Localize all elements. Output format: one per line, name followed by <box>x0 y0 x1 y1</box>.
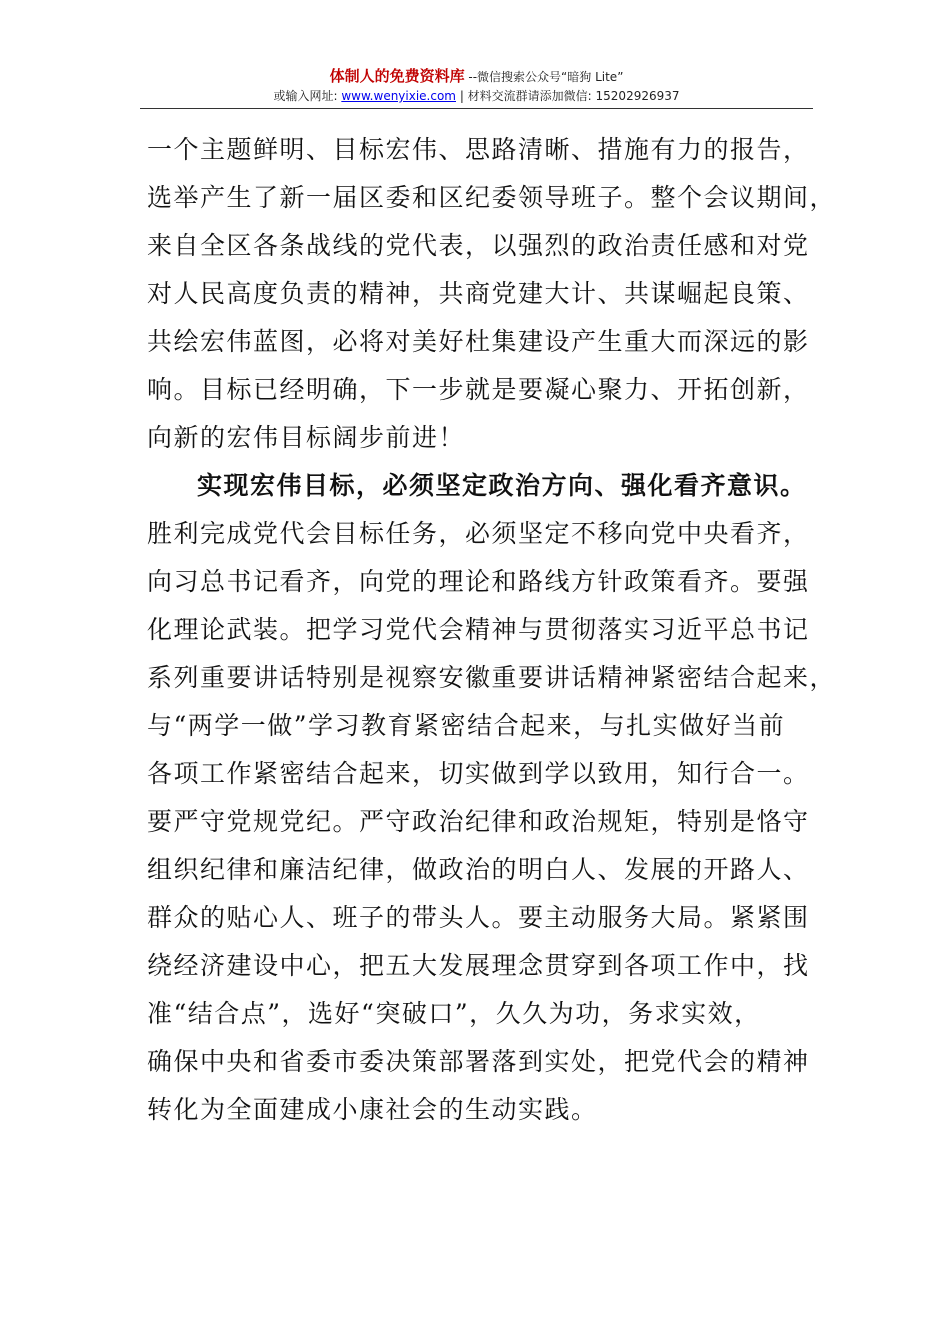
section-heading: 实现宏伟目标，必须坚定政治方向、强化看齐意识。 <box>197 471 807 500</box>
text-line: 胜利完成党代会目标任务，必须坚定不移向党中央看齐， <box>147 519 810 548</box>
text-line: 向新的宏伟目标阔步前进！ <box>147 423 466 452</box>
document-body <box>147 126 837 1134</box>
text-line: 对人民高度负责的精神，共商党建大计、共谋崛起良策、 <box>147 279 810 308</box>
text-line: 化理论武装。把学习党代会精神与贯彻落实习近平总书记 <box>147 615 810 644</box>
text-line: 向习总书记看齐，向党的理论和路线方针政策看齐。要强 <box>147 567 810 596</box>
text-line: 一个主题鲜明、目标宏伟、思路清晰、措施有力的报告， <box>147 135 810 164</box>
text-line: 共绘宏伟蓝图，必将对美好杜集建设产生重大而深远的影 <box>147 327 810 356</box>
header-divider <box>140 108 813 109</box>
text-line: 响。目标已经明确，下一步就是要凝心聚力、开拓创新， <box>147 375 810 404</box>
text-line: 群众的贴心人、班子的带头人。要主动服务大局。紧紧围 <box>147 903 810 932</box>
text-line: 各项工作紧密结合起来，切实做到学以致用，知行合一。 <box>147 759 810 788</box>
text-line: 来自全区各条战线的党代表，以强烈的政治责任感和对党 <box>147 231 810 260</box>
header-tagline: --微信搜索公众号“暗狗 Lite” <box>464 70 624 84</box>
header-url-prefix: 或输入网址: <box>273 89 342 103</box>
header-url-link[interactable]: www.wenyixie.com <box>341 89 456 103</box>
text-line: 与“两学一做”学习教育紧密结合起来，与扎实做好当前 <box>147 711 786 740</box>
header-line-2 <box>140 87 813 105</box>
text-line: 要严守党规党纪。严守政治纪律和政治规矩，特别是恪守 <box>147 807 810 836</box>
header-line-1 <box>140 66 813 87</box>
text-line: 绕经济建设中心，把五大发展理念贯穿到各项工作中，找 <box>147 951 810 980</box>
text-line: 选举产生了新一届区委和区纪委领导班子。整个会议期间， <box>147 183 837 212</box>
text-line: 转化为全面建成小康社会的生动实践。 <box>147 1095 598 1124</box>
header-contact: | 材料交流群请添加微信: 15202926937 <box>456 89 680 103</box>
page-header <box>140 66 813 105</box>
text-line: 组织纪律和廉洁纪律，做政治的明白人、发展的开路人、 <box>147 855 810 884</box>
text-line: 系列重要讲话特别是视察安徽重要讲话精神紧密结合起来， <box>147 663 837 692</box>
text-line: 确保中央和省委市委决策部署落到实处，把党代会的精神 <box>147 1047 810 1076</box>
header-brand: 体制人的免费资料库 <box>329 67 465 85</box>
text-line: 准“结合点”，选好“突破口”，久久为功，务求实效， <box>147 999 761 1028</box>
